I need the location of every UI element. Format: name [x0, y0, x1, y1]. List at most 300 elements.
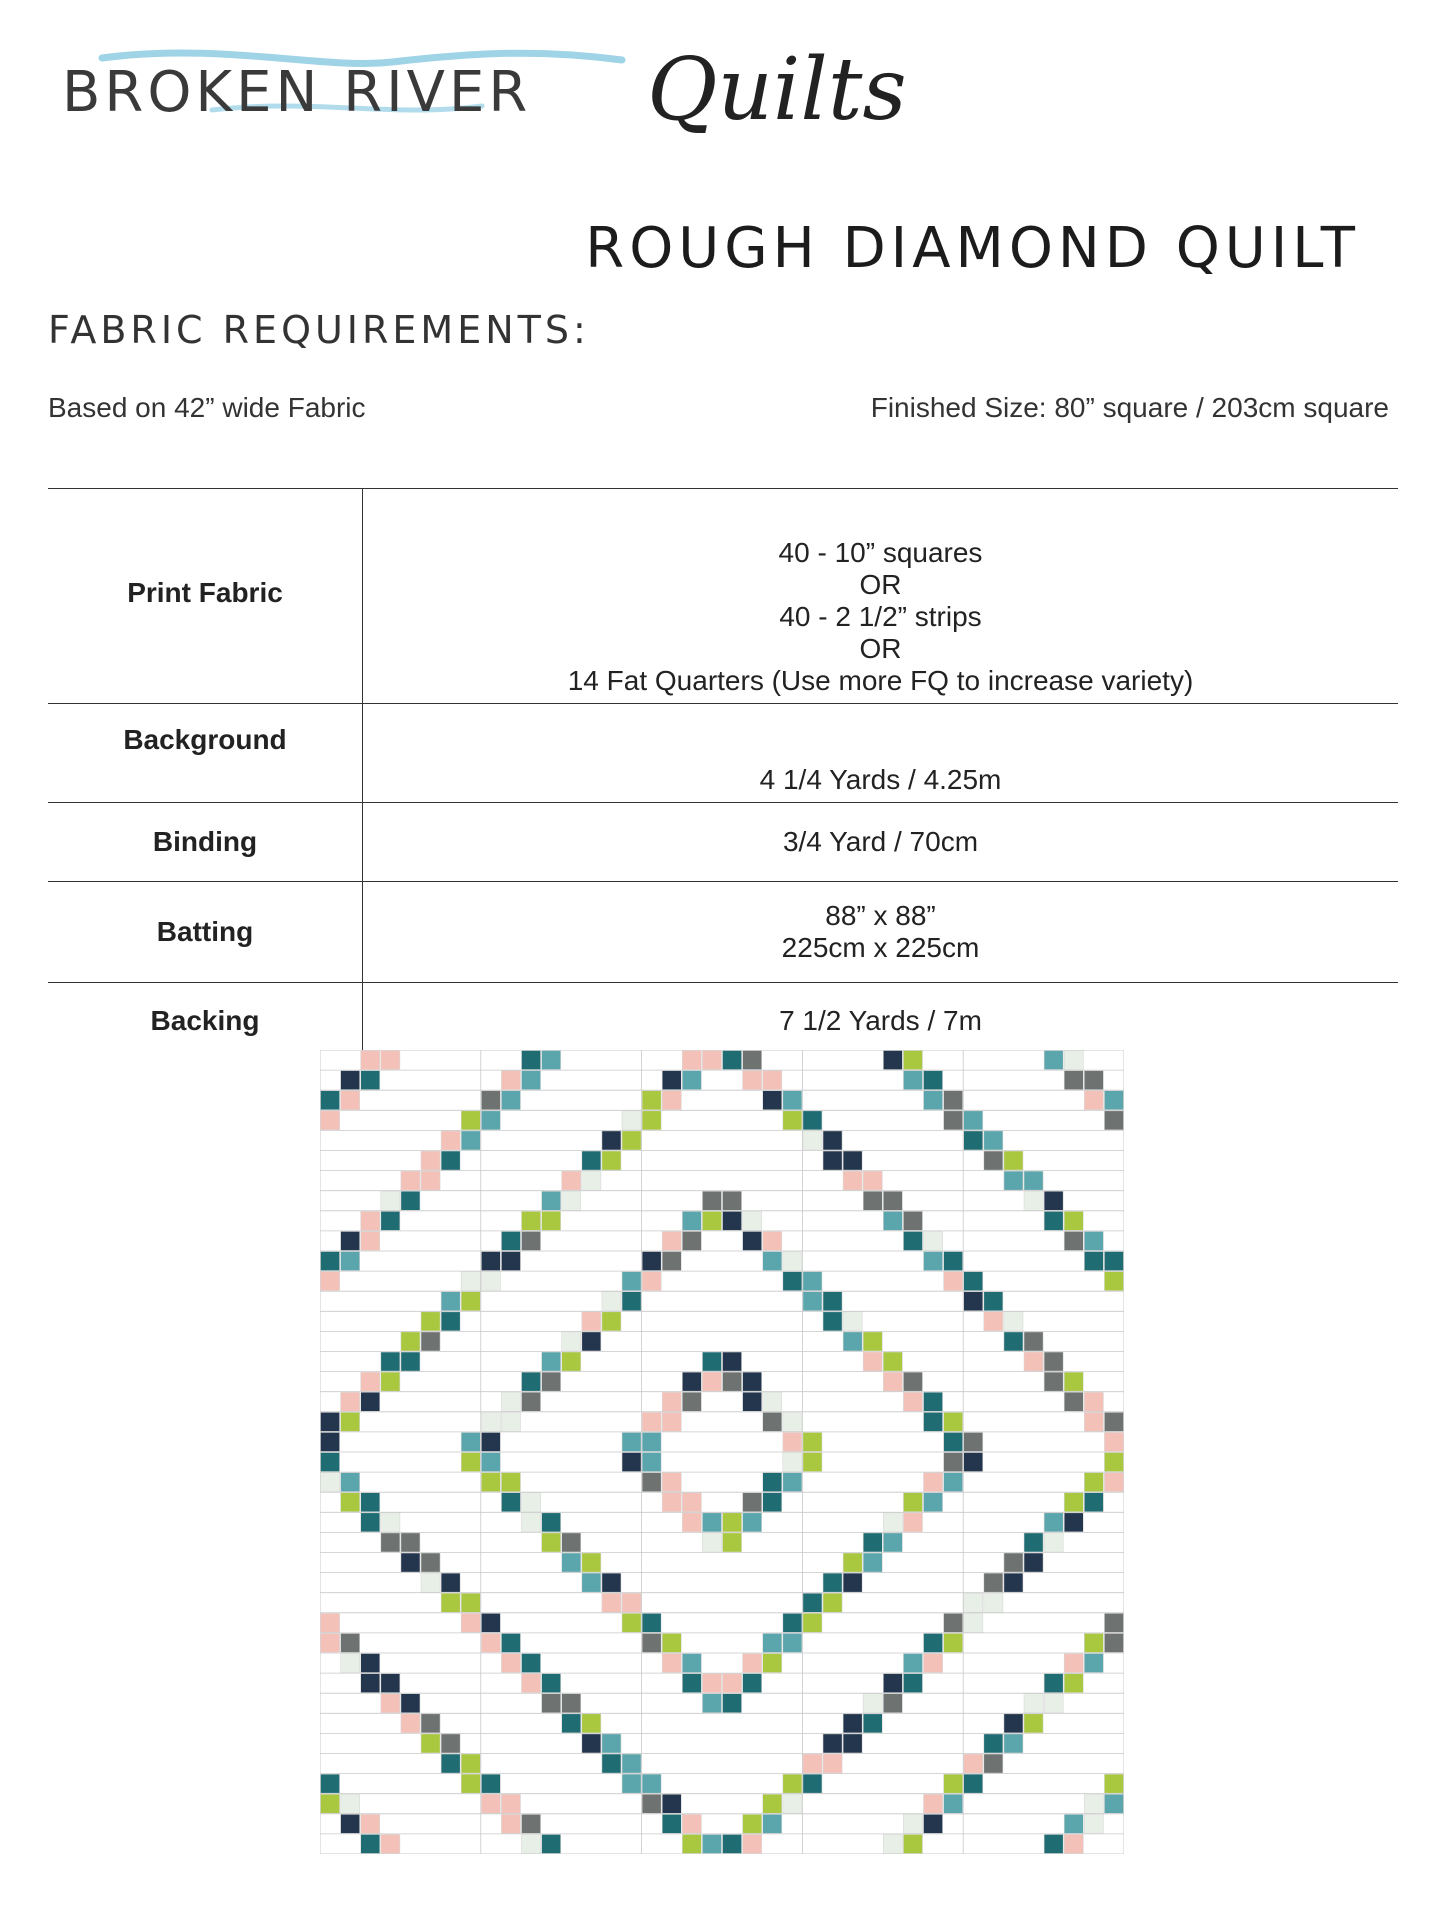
quilt-patch — [964, 1111, 983, 1130]
quilt-patch — [682, 1392, 701, 1411]
quilt-patch — [582, 1714, 601, 1733]
quilt-patch — [803, 1272, 822, 1291]
quilt-patch — [341, 1633, 360, 1652]
quilt-patch — [481, 1412, 500, 1431]
quilt-patch — [321, 1453, 340, 1472]
quilt-patch — [321, 1111, 340, 1130]
quilt-patch — [743, 1493, 762, 1512]
quilt-patch — [924, 1252, 943, 1271]
quilt-patch — [743, 1814, 762, 1833]
quilt-patch — [763, 1091, 782, 1110]
quilt-patch — [823, 1754, 842, 1773]
quilt-patch — [542, 1694, 561, 1713]
quilt-patch — [843, 1573, 862, 1592]
quilt-patch — [682, 1231, 701, 1250]
quilt-patch — [682, 1814, 701, 1833]
quilt-patch — [642, 1252, 661, 1271]
quilt-patch — [1064, 1493, 1083, 1512]
quilt-patch — [1084, 1231, 1103, 1250]
quilt-patch — [682, 1051, 701, 1070]
quilt-patch — [582, 1151, 601, 1170]
quilt-patch — [361, 1493, 380, 1512]
quilt-patch — [1064, 1674, 1083, 1693]
quilt-patch — [582, 1734, 601, 1753]
quilt-diagram — [320, 1050, 1124, 1854]
quilt-patch — [341, 1493, 360, 1512]
quilt-patch — [743, 1674, 762, 1693]
quilt-patch — [1044, 1211, 1063, 1230]
quilt-patch — [401, 1694, 420, 1713]
quilt-patch — [341, 1231, 360, 1250]
quilt-patch — [903, 1493, 922, 1512]
quilt-patch — [1084, 1091, 1103, 1110]
value-line: 88” x 88” — [825, 900, 936, 931]
quilt-patch — [1064, 1372, 1083, 1391]
quilt-patch — [763, 1412, 782, 1431]
row-label: Background — [48, 704, 363, 803]
section-heading: FABRIC REQUIREMENTS: — [48, 308, 590, 352]
quilt-patch — [1104, 1252, 1123, 1271]
quilt-patch — [883, 1051, 902, 1070]
row-label: Batting — [48, 882, 363, 983]
quilt-patch — [421, 1553, 440, 1572]
quilt-patch — [662, 1231, 681, 1250]
quilt-patch — [662, 1252, 681, 1271]
quilt-patch — [522, 1071, 541, 1090]
quilt-patch — [501, 1493, 520, 1512]
quilt-patch — [783, 1091, 802, 1110]
quilt-patch — [1104, 1412, 1123, 1431]
quilt-patch — [702, 1674, 721, 1693]
quilt-patch — [803, 1131, 822, 1150]
quilt-patch — [763, 1493, 782, 1512]
quilt-patch — [1044, 1191, 1063, 1210]
quilt-patch — [1044, 1372, 1063, 1391]
quilt-patch — [1084, 1633, 1103, 1652]
quilt-patch — [481, 1473, 500, 1492]
quilt-patch — [823, 1593, 842, 1612]
quilt-patch — [1064, 1211, 1083, 1230]
quilt-patch — [662, 1654, 681, 1673]
quilt-patch — [1004, 1171, 1023, 1190]
quilt-patch — [783, 1613, 802, 1632]
quilt-patch — [843, 1553, 862, 1572]
quilt-patch — [823, 1292, 842, 1311]
quilt-patch — [723, 1352, 742, 1371]
quilt-patch — [622, 1432, 641, 1451]
quilt-patch — [341, 1794, 360, 1813]
quilt-patch — [562, 1714, 581, 1733]
quilt-patch — [421, 1332, 440, 1351]
quilt-patch — [984, 1292, 1003, 1311]
quilt-patch — [924, 1493, 943, 1512]
row-value — [363, 704, 1399, 803]
quilt-patch — [964, 1774, 983, 1793]
quilt-patch — [542, 1211, 561, 1230]
quilt-patch — [622, 1774, 641, 1793]
quilt-patch — [843, 1332, 862, 1351]
quilt-patch — [964, 1593, 983, 1612]
quilt-patch — [843, 1151, 862, 1170]
quilt-patch — [501, 1091, 520, 1110]
quilt-patch — [542, 1051, 561, 1070]
finished-size: Finished Size: 80” square / 203cm square — [870, 392, 1389, 423]
quilt-patch — [501, 1633, 520, 1652]
quilt-patch — [481, 1111, 500, 1130]
quilt-patch — [542, 1372, 561, 1391]
quilt-patch — [542, 1513, 561, 1532]
value-line: 40 - 2 1/2” strips — [779, 601, 982, 632]
quilt-patch — [361, 1654, 380, 1673]
quilt-patch — [783, 1412, 802, 1431]
quilt-patch — [924, 1633, 943, 1652]
quilt-patch — [1084, 1252, 1103, 1271]
quilt-patch — [763, 1473, 782, 1492]
quilt-patch — [903, 1211, 922, 1230]
quilt-patch — [361, 1211, 380, 1230]
quilt-patch — [1004, 1332, 1023, 1351]
quilt-patch — [501, 1654, 520, 1673]
quilt-patch — [602, 1734, 621, 1753]
quilt-patch — [964, 1131, 983, 1150]
quilt-patch — [1084, 1794, 1103, 1813]
quilt-patch — [823, 1131, 842, 1150]
quilt-patch — [883, 1533, 902, 1552]
quilt-patch — [984, 1131, 1003, 1150]
quilt-patch — [903, 1674, 922, 1693]
quilt-patch — [763, 1071, 782, 1090]
quilt-patch — [361, 1513, 380, 1532]
quilt-patch — [341, 1091, 360, 1110]
quilt-patch — [662, 1091, 681, 1110]
quilt-patch — [843, 1312, 862, 1331]
quilt-patch — [341, 1473, 360, 1492]
quilt-patch — [401, 1714, 420, 1733]
table-row — [48, 704, 1398, 803]
quilt-patch — [522, 1392, 541, 1411]
quilt-patch — [964, 1432, 983, 1451]
quilt-patch — [883, 1211, 902, 1230]
quilt-patch — [1024, 1694, 1043, 1713]
quilt-patch — [361, 1372, 380, 1391]
quilt-patch — [481, 1633, 500, 1652]
row-value — [363, 489, 1399, 704]
quilt-patch — [883, 1513, 902, 1532]
quilt-patch — [1104, 1774, 1123, 1793]
quilt-patch — [763, 1633, 782, 1652]
quilt-patch — [743, 1372, 762, 1391]
quilt-patch — [361, 1231, 380, 1250]
quilt-patch — [501, 1231, 520, 1250]
quilt-patch — [964, 1453, 983, 1472]
quilt-patch — [1004, 1553, 1023, 1572]
quilt-patch — [924, 1392, 943, 1411]
quilt-patch — [361, 1071, 380, 1090]
quilt-patch — [743, 1834, 762, 1853]
row-label: Print Fabric — [48, 489, 363, 704]
quilt-patch — [823, 1151, 842, 1170]
quilt-patch — [461, 1593, 480, 1612]
quilt-patch — [883, 1352, 902, 1371]
quilt-patch — [1044, 1834, 1063, 1853]
quilt-patch — [723, 1211, 742, 1230]
quilt-patch — [682, 1654, 701, 1673]
quilt-patch — [481, 1613, 500, 1632]
quilt-patch — [421, 1312, 440, 1331]
quilt-patch — [441, 1292, 460, 1311]
quilt-patch — [743, 1654, 762, 1673]
quilt-patch — [622, 1754, 641, 1773]
quilt-patch — [602, 1151, 621, 1170]
quilt-patch — [723, 1834, 742, 1853]
quilt-patch — [863, 1553, 882, 1572]
quilt-patch — [562, 1352, 581, 1371]
quilt-patch — [622, 1272, 641, 1291]
quilt-patch — [361, 1674, 380, 1693]
quilt-patch — [622, 1593, 641, 1612]
value-line: OR — [859, 569, 902, 600]
value-line: OR — [859, 633, 902, 664]
quilt-patch — [924, 1412, 943, 1431]
logo-brand-text: BROKEN RIVER — [62, 60, 532, 125]
quilt-patch — [522, 1051, 541, 1070]
quilt-patch — [783, 1794, 802, 1813]
quilt-patch — [501, 1794, 520, 1813]
quilt-patch — [381, 1694, 400, 1713]
quilt-patch — [984, 1593, 1003, 1612]
quilt-patch — [602, 1131, 621, 1150]
quilt-patch — [1064, 1051, 1083, 1070]
quilt-patch — [582, 1312, 601, 1331]
quilt-patch — [522, 1493, 541, 1512]
quilt-patch — [501, 1071, 520, 1090]
table-row — [48, 983, 1398, 1060]
quilt-patch — [461, 1432, 480, 1451]
quilt-patch — [883, 1834, 902, 1853]
quilt-patch — [642, 1412, 661, 1431]
quilt-patch — [1084, 1412, 1103, 1431]
quilt-patch — [1024, 1553, 1043, 1572]
requirements-table — [48, 488, 1398, 1059]
quilt-patch — [863, 1714, 882, 1733]
quilt-patch — [1004, 1734, 1023, 1753]
brand-logo — [62, 40, 907, 150]
quilt-patch — [622, 1613, 641, 1632]
quilt-patch — [723, 1674, 742, 1693]
quilt-patch — [903, 1071, 922, 1090]
quilt-patch — [944, 1633, 963, 1652]
quilt-patch — [1084, 1071, 1103, 1090]
quilt-patch — [883, 1694, 902, 1713]
quilt-patch — [944, 1111, 963, 1130]
quilt-patch — [682, 1372, 701, 1391]
quilt-patch — [682, 1211, 701, 1230]
quilt-patch — [522, 1513, 541, 1532]
quilt-patch — [562, 1191, 581, 1210]
quilt-patch — [602, 1292, 621, 1311]
quilt-patch — [903, 1372, 922, 1391]
quilt-patch — [642, 1794, 661, 1813]
quilt-patch — [401, 1533, 420, 1552]
quilt-patch — [1064, 1231, 1083, 1250]
quilt-patch — [481, 1252, 500, 1271]
quilt-patch — [984, 1754, 1003, 1773]
quilt-patch — [501, 1412, 520, 1431]
quilt-patch — [1064, 1814, 1083, 1833]
quilt-patch — [743, 1071, 762, 1090]
quilt-patch — [723, 1051, 742, 1070]
quilt-patch — [984, 1151, 1003, 1170]
quilt-patch — [783, 1111, 802, 1130]
quilt-patch — [682, 1493, 701, 1512]
quilt-patch — [662, 1814, 681, 1833]
row-label: Backing — [48, 983, 363, 1060]
quilt-patch — [702, 1372, 721, 1391]
quilt-patch — [723, 1513, 742, 1532]
quilt-patch — [964, 1292, 983, 1311]
quilt-patch — [924, 1794, 943, 1813]
quilt-patch — [602, 1593, 621, 1612]
quilt-patch — [461, 1292, 480, 1311]
quilt-patch — [743, 1051, 762, 1070]
quilt-patch — [321, 1272, 340, 1291]
quilt-patch — [441, 1151, 460, 1170]
quilt-patch — [984, 1734, 1003, 1753]
quilt-patch — [1024, 1352, 1043, 1371]
quilt-patch — [642, 1091, 661, 1110]
quilt-patch — [823, 1312, 842, 1331]
quilt-patch — [763, 1252, 782, 1271]
quilt-patch — [642, 1774, 661, 1793]
quilt-patch — [924, 1091, 943, 1110]
quilt-patch — [924, 1814, 943, 1833]
quilt-patch — [682, 1513, 701, 1532]
quilt-patch — [421, 1714, 440, 1733]
quilt-patch — [522, 1372, 541, 1391]
quilt-patch — [702, 1513, 721, 1532]
quilt-patch — [381, 1191, 400, 1210]
quilt-patch — [381, 1533, 400, 1552]
quilt-patch — [1064, 1513, 1083, 1532]
quilt-patch — [1024, 1171, 1043, 1190]
quilt-patch — [642, 1111, 661, 1130]
quilt-patch — [622, 1111, 641, 1130]
quilt-patch — [924, 1231, 943, 1250]
quilt-patch — [783, 1432, 802, 1451]
quilt-patch — [1004, 1573, 1023, 1592]
quilt-patch — [441, 1131, 460, 1150]
quilt-patch — [743, 1211, 762, 1230]
quilt-patch — [1104, 1432, 1123, 1451]
quilt-patch — [783, 1473, 802, 1492]
quilt-patch — [924, 1473, 943, 1492]
quilt-patch — [1044, 1051, 1063, 1070]
quilt-patch — [381, 1834, 400, 1853]
quilt-patch — [944, 1613, 963, 1632]
quilt-patch — [763, 1814, 782, 1833]
quilt-patch — [381, 1674, 400, 1693]
quilt-patch — [662, 1493, 681, 1512]
quilt-patch — [863, 1191, 882, 1210]
page-title: ROUGH DIAMOND QUILT — [585, 215, 1360, 281]
quilt-patch — [863, 1694, 882, 1713]
quilt-patch — [682, 1834, 701, 1853]
quilt-patch — [863, 1533, 882, 1552]
quilt-patch — [944, 1794, 963, 1813]
quilt-patch — [1084, 1814, 1103, 1833]
quilt-patch — [924, 1654, 943, 1673]
quilt-patch — [843, 1171, 862, 1190]
quilt-patch — [481, 1453, 500, 1472]
quilt-patch — [622, 1453, 641, 1472]
quilt-patch — [964, 1613, 983, 1632]
quilt-patch — [1044, 1352, 1063, 1371]
quilt-patch — [1084, 1654, 1103, 1673]
table-row — [48, 489, 1398, 704]
quilt-patch — [903, 1814, 922, 1833]
quilt-patch — [401, 1191, 420, 1210]
quilt-patch — [1004, 1312, 1023, 1331]
table-row — [48, 803, 1398, 882]
quilt-patch — [903, 1231, 922, 1250]
quilt-patch — [763, 1654, 782, 1673]
value-line: 7 1/2 Yards / 7m — [779, 1005, 982, 1036]
quilt-patch — [803, 1292, 822, 1311]
quilt-patch — [461, 1111, 480, 1130]
quilt-patch — [341, 1654, 360, 1673]
logo-script-text: Quilts — [647, 40, 907, 140]
quilt-patch — [682, 1071, 701, 1090]
quilt-patch — [763, 1794, 782, 1813]
quilt-patch — [622, 1292, 641, 1311]
quilt-patch — [341, 1071, 360, 1090]
quilt-patch — [602, 1754, 621, 1773]
value-line: 4 1/4 Yards / 4.25m — [759, 764, 1002, 795]
quilt-patch — [662, 1392, 681, 1411]
quilt-patch — [783, 1633, 802, 1652]
quilt-patch — [562, 1332, 581, 1351]
quilt-patch — [321, 1473, 340, 1492]
quilt-patch — [1084, 1473, 1103, 1492]
quilt-patch — [401, 1171, 420, 1190]
quilt-patch — [723, 1372, 742, 1391]
quilt-patch — [622, 1131, 641, 1150]
quilt-patch — [522, 1231, 541, 1250]
quilt-patch — [401, 1332, 420, 1351]
row-label: Binding — [48, 803, 363, 882]
quilt-patch — [903, 1392, 922, 1411]
quilt-patch — [321, 1794, 340, 1813]
value-line: 40 - 10” squares — [778, 537, 983, 568]
quilt-patch — [903, 1654, 922, 1673]
quilt-patch — [863, 1171, 882, 1190]
quilt-patch — [642, 1633, 661, 1652]
quilt-patch — [321, 1613, 340, 1632]
quilt-patch — [602, 1573, 621, 1592]
quilt-patch — [562, 1171, 581, 1190]
quilt-patch — [501, 1814, 520, 1833]
quilt-patch — [803, 1593, 822, 1612]
quilt-patch — [441, 1754, 460, 1773]
quilt-patch — [562, 1694, 581, 1713]
quilt-patch — [602, 1312, 621, 1331]
quilt-patch — [903, 1051, 922, 1070]
quilt-patch — [702, 1191, 721, 1210]
quilt-patch — [1064, 1834, 1083, 1853]
quilt-patch — [883, 1372, 902, 1391]
quilt-patch — [501, 1252, 520, 1271]
quilt-patch — [642, 1272, 661, 1291]
